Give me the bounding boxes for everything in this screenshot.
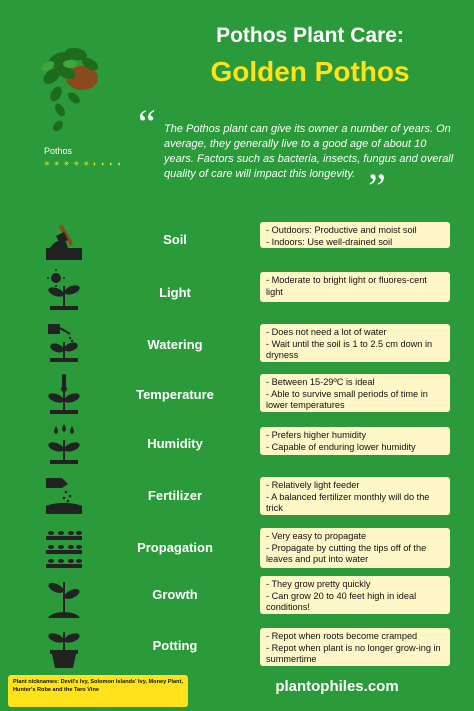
info-line: - Moderate to bright light or fluores-cent light — [266, 275, 427, 297]
row-label: Watering — [147, 337, 203, 352]
care-row-propagation — [0, 526, 474, 570]
row-info-box — [260, 576, 450, 614]
row-label: Humidity — [147, 436, 203, 451]
watering-can-icon — [44, 320, 84, 364]
seedling-tray-icon — [44, 526, 84, 570]
row-label: Light — [159, 285, 191, 300]
row-label: Propagation — [137, 540, 213, 555]
quote-text: The Pothos plant can give its owner a number of years. On average, they generally live to a good age of about 10 years. Factors such as bacteria, insects, fungus and overall quality of care will impact this longevity. — [164, 123, 454, 180]
growing-plant-icon — [44, 576, 84, 620]
row-label: Temperature — [136, 387, 214, 402]
care-row-light — [0, 268, 474, 312]
info-line: - Very easy to propagate — [266, 531, 367, 541]
info-line: - Between 15-29ºC is ideal — [266, 377, 375, 387]
row-info-box — [260, 222, 450, 248]
care-row-temperature — [0, 372, 474, 416]
row-info-box — [260, 374, 450, 412]
row-label: Soil — [163, 232, 187, 247]
fertilizer-hand-icon — [44, 472, 84, 516]
hanging-plant-icon — [30, 38, 110, 138]
plant-name: Pothos — [44, 146, 73, 156]
info-line: - Capable of enduring lower humidity — [266, 441, 416, 452]
potted-plant-icon — [44, 626, 84, 670]
info-line: - Repot when plant is no longer grow-ing in summertime — [266, 642, 441, 664]
info-line: - Outdoors: Productive and moist soil — [266, 225, 417, 235]
close-quote-mark: ” — [368, 165, 386, 210]
row-label: Potting — [152, 638, 198, 653]
soil-shovel-icon — [44, 218, 84, 262]
row-info-box — [260, 427, 450, 455]
water-drops-icon — [44, 422, 84, 466]
care-row-growth — [0, 576, 474, 620]
row-info-box — [260, 324, 450, 362]
title-line-2: Golden Pothos — [210, 56, 410, 87]
row-info-box — [260, 528, 450, 568]
info-line: - Able to survive small periods of time in lower temperatures — [266, 388, 428, 410]
title-line-1: Pothos Plant Care: — [216, 24, 404, 47]
care-row-humidity — [0, 422, 474, 466]
info-line: - They grow pretty quickly — [266, 579, 371, 589]
info-line: - Wait until the soil is 1 to 2.5 cm down in dryness — [266, 338, 433, 360]
info-line: - Relatively light feeder — [266, 480, 360, 490]
row-label: Growth — [152, 587, 198, 602]
row-info-box — [260, 477, 450, 515]
plant-nicknames: Plant nicknames: Devil's Ivy, Solomon Islands' Ivy, Money Plant, Hunter's Robe and the Taro Vine — [8, 675, 188, 707]
site-url[interactable]: plantophiles.com — [275, 678, 399, 695]
info-line: - A balanced fertilizer monthly will do the trick — [266, 491, 430, 513]
info-line: - Repot when roots become cramped — [266, 631, 418, 641]
care-row-fertilizer — [0, 472, 474, 516]
row-info-box — [260, 628, 450, 666]
care-row-watering — [0, 320, 474, 364]
info-line: - Propagate by cutting the tips off of the leaves and put into water — [266, 542, 427, 564]
info-line: - Indoors: Use well-drained soil — [266, 236, 393, 247]
care-rating-icons: ✳ ✳ ✳ ✳ ✳ ◐ ◐ ◐ ◐ — [44, 161, 123, 168]
open-quote-mark: “ — [138, 101, 156, 146]
info-line: - Does not need a lot of water — [266, 327, 387, 337]
care-row-potting — [0, 626, 474, 670]
row-info-box — [260, 272, 450, 302]
info-line: - Prefers higher humidity — [266, 430, 367, 440]
thermometer-sprout-icon — [44, 372, 84, 416]
info-line: - Can grow 20 to 40 feet high in ideal conditions! — [266, 590, 417, 612]
care-row-soil — [0, 218, 474, 262]
sun-sprout-icon — [44, 268, 84, 312]
row-label: Fertilizer — [147, 488, 203, 503]
